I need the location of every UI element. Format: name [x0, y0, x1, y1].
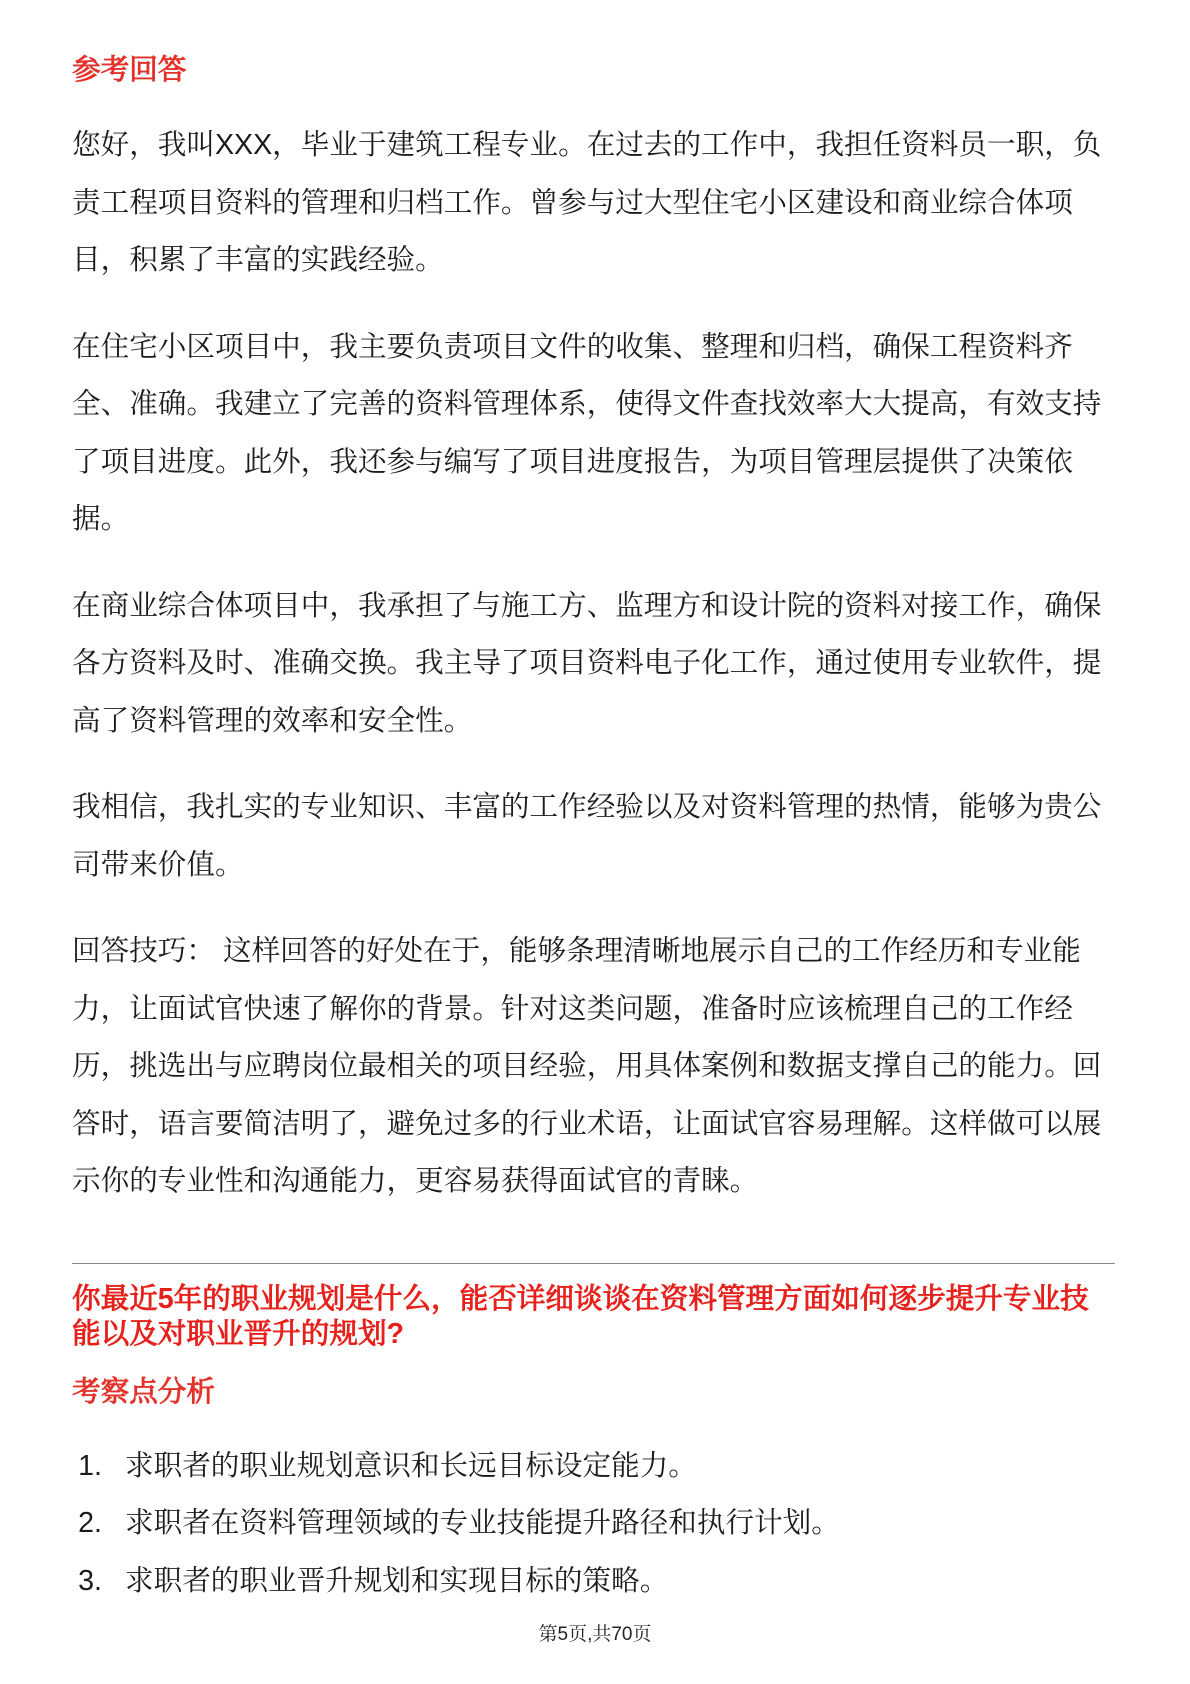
answer-paragraph: 在住宅小区项目中，我主要负责项目文件的收集、整理和归档，确保工程资料齐全、准确。我建立了完善的资料管理体系，使得文件查找效率大大提高，有效支持了项目进度。此外，我还参与编写了项目进度报告，为项目管理层提供了决策依据。: [72, 330, 1102, 535]
page-indicator: 第5页,共70页: [538, 1624, 652, 1645]
list-item-text: 求职者的职业规划意识和长远目标设定能力。: [125, 1449, 697, 1482]
document-page-content: [72, 50, 1115, 1610]
answer-paragraph: 在商业综合体项目中，我承担了与施工方、监理方和设计院的资料对接工作，确保各方资料及时、准确交换。我主导了项目资料电子化工作，通过使用专业软件，提高了资料管理的效率和安全性。: [72, 589, 1102, 737]
analysis-points-list: [72, 1438, 1115, 1611]
section-divider: [72, 1263, 1115, 1264]
answer-paragraph: 您好，我叫XXX，毕业于建筑工程专业。在过去的工作中，我担任资料员一职，负责工程项目资料的管理和归档工作。曾参与过大型住宅小区建设和商业综合体项目，积累了丰富的实践经验。: [72, 129, 1102, 276]
list-item-number: 2.: [78, 1507, 102, 1539]
list-item: [72, 1495, 1115, 1553]
answer-tip-paragraph: [72, 923, 1115, 1211]
list-item: [72, 1438, 1115, 1496]
list-item-number: 1.: [78, 1449, 102, 1482]
answer-paragraph: 我相信，我扎实的专业知识、丰富的工作经验以及对资料管理的热情，能够为贵公司带来价值。: [72, 791, 1102, 881]
analysis-heading: 考察点分析: [72, 1375, 215, 1408]
list-item-text: 求职者在资料管理领域的专业技能提升路径和执行计划。: [125, 1507, 840, 1539]
answer-tip-label: 回答技巧：: [72, 935, 215, 967]
list-item: [72, 1553, 1115, 1611]
question-title: 你最近5年的职业规划是什么，能否详细谈谈在资料管理方面如何逐步提升专业技能以及对职业晋升的规划?: [72, 1282, 1089, 1350]
list-item-text: 求职者的职业晋升规划和实现目标的策略。: [125, 1564, 669, 1597]
answer-tip-text: 这样回答的好处在于，能够条理清晰地展示自己的工作经历和专业能力，让面试官快速了解你的背景。针对这类问题，准备时应该梳理自己的工作经历，挑选出与应聘岗位最相关的项目经验，用具体案例和数据支撑自己的能力。回答时，语言要简洁明了，避免过多的行业术语，让面试官容易理解。这样做可以展示你的专业性和沟通能力，更容易获得面试官的青睐。: [72, 935, 1102, 1197]
answer-heading: 参考回答: [72, 54, 187, 86]
list-item-number: 3.: [78, 1564, 102, 1597]
